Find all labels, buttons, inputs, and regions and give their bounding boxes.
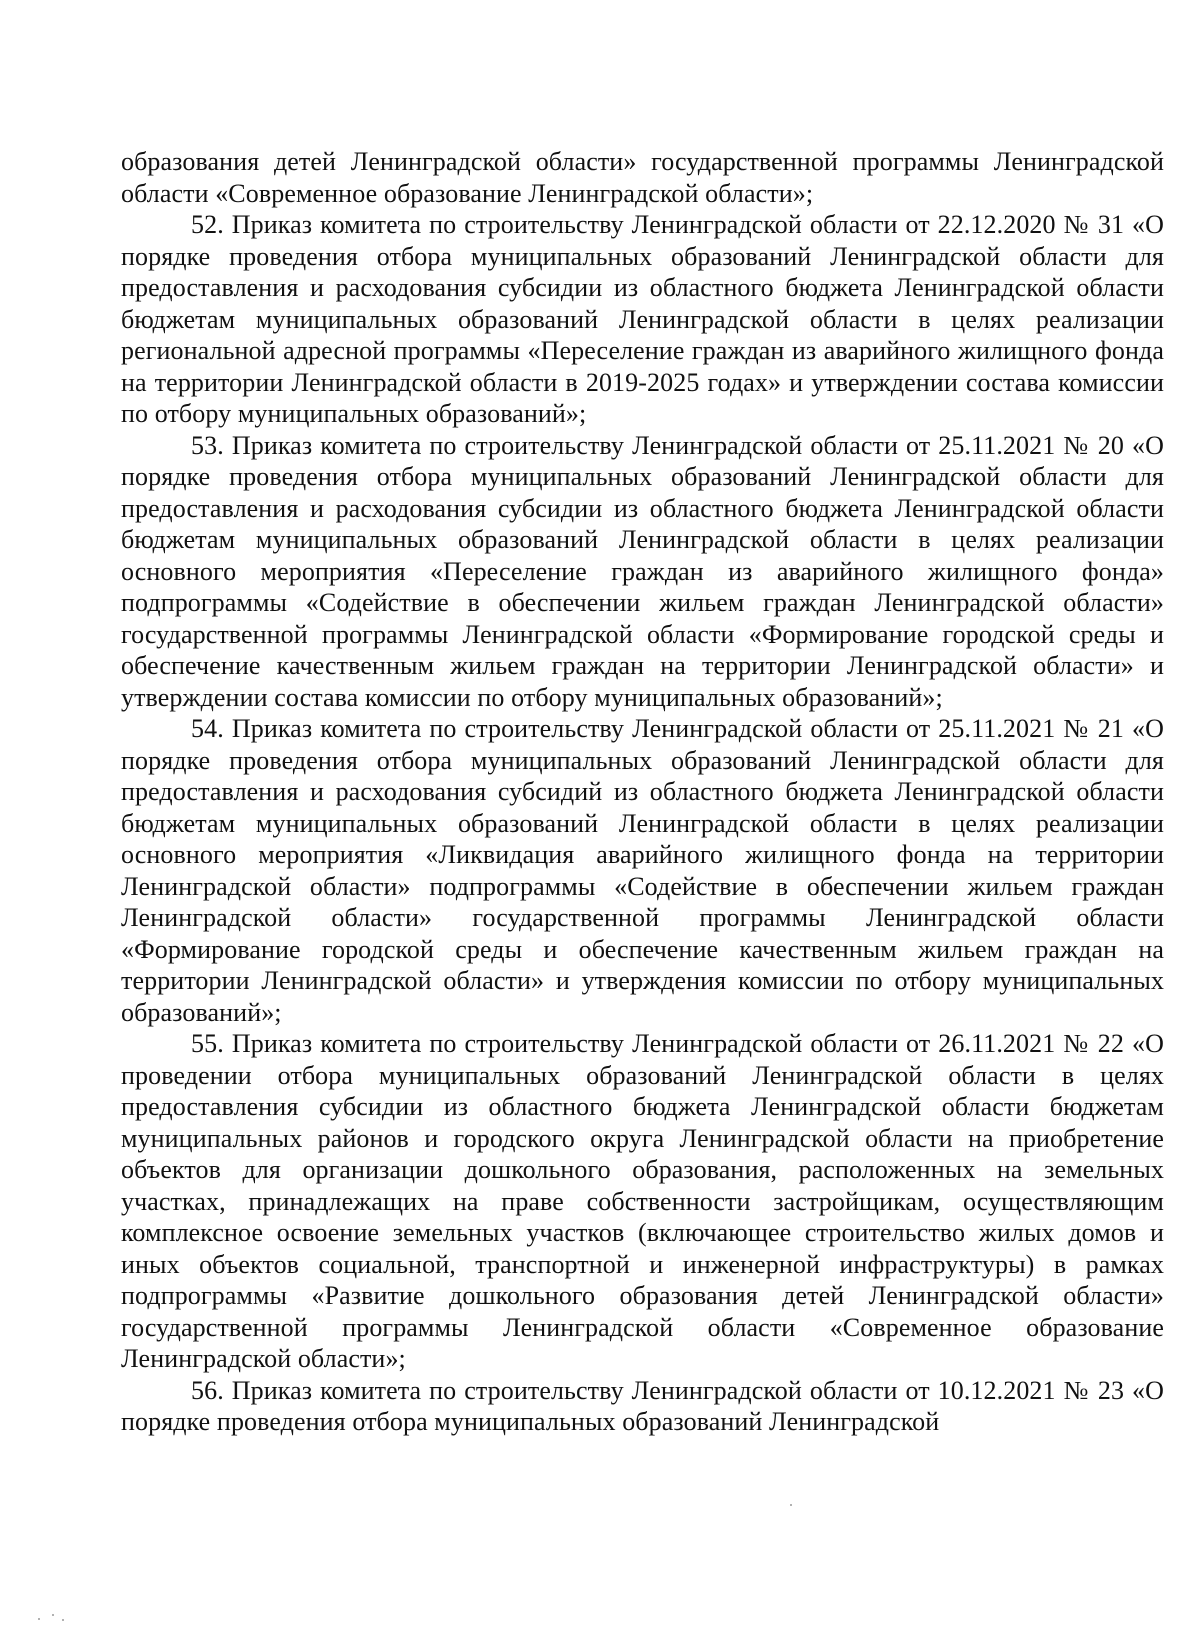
list-item: 56. Приказ комитета по строительству Ленинградской области от 10.12.2021 № 23 «О порядке проведения отбора муниципальных образований Ленинградской [121, 1375, 1164, 1436]
list-item: 52. Приказ комитета по строительству Ленинградской области от 22.12.2020 № 31 «О порядке проведения отбора муниципальных образований Ленинградской области для предоставления и расходования субсидии из областного бюджета Ленинградской области бюджетам муниципальных образований Ленинградской области в целях реализации региональной адресной программы «Переселение граждан из аварийного жилищного фонда на территории Ленинградской области в 2019-2025 годах» и утверждении состава комиссии по отбору муниципальных образований»; [121, 210, 1164, 428]
scan-speck [790, 1504, 792, 1506]
document-body [121, 146, 1164, 1438]
list-item: 54. Приказ комитета по строительству Ленинградской области от 25.11.2021 № 21 «О порядке проведения отбора муниципальных образований Ленинградской области для предоставления и расходования субсидий из областного бюджета Ленинградской области бюджетам муниципальных образований Ленинградской области в целях реализации основного мероприятия «Ликвидация аварийного жилищного фонда на территории Ленинградской области» подпрограммы «Содействие в обеспечении жильем граждан Ленинградской области» государственной программы Ленинградской области «Формирование городской среды и обеспечение качественным жильем граждан на территории Ленинградской области» и утверждения комиссии по отбору муниципальных образований»; [121, 714, 1164, 1027]
list-item: 53. Приказ комитета по строительству Ленинградской области от 25.11.2021 № 20 «О порядке проведения отбора муниципальных образований Ленинградской области для предоставления и расходования субсидии из областного бюджета Ленинградской области бюджетам муниципальных образований Ленинградской области в целях реализации основного мероприятия «Переселение граждан из аварийного жилищного фонда» подпрограммы «Содействие в обеспечении жильем граждан Ленинградской области» государственной программы Ленинградской области «Формирование городской среды и обеспечение качественным жильем граждан на территории Ленинградской области» и утверждении состава комиссии по отбору муниципальных образований»; [121, 430, 1164, 712]
scan-speck [38, 1618, 40, 1620]
scan-speck [52, 1614, 54, 1616]
lead-fragment-paragraph: образования детей Ленинградской области» государственной программы Ленинградской области «Современное образование Ленинградской области»; [121, 147, 1164, 208]
list-item: 55. Приказ комитета по строительству Ленинградской области от 26.11.2021 № 22 «О проведении отбора муниципальных образований Ленинградской области в целях предоставления субсидии из областного бюджета Ленинградской области бюджетам муниципальных районов и городского округа Ленинградской области на приобретение объектов для организации дошкольного образования, расположенных на земельных участках, принадлежащих на праве собственности застройщикам, осуществляющим комплексное освоение земельных участков (включающее строительство жилых домов и иных объектов социальной, транспортной и инженерной инфраструктуры) в рамках подпрограммы «Развитие дошкольного образования детей Ленинградской области» государственной программы Ленинградской области «Современное образование Ленинградской области»; [121, 1029, 1164, 1373]
scan-speck [62, 1619, 64, 1621]
